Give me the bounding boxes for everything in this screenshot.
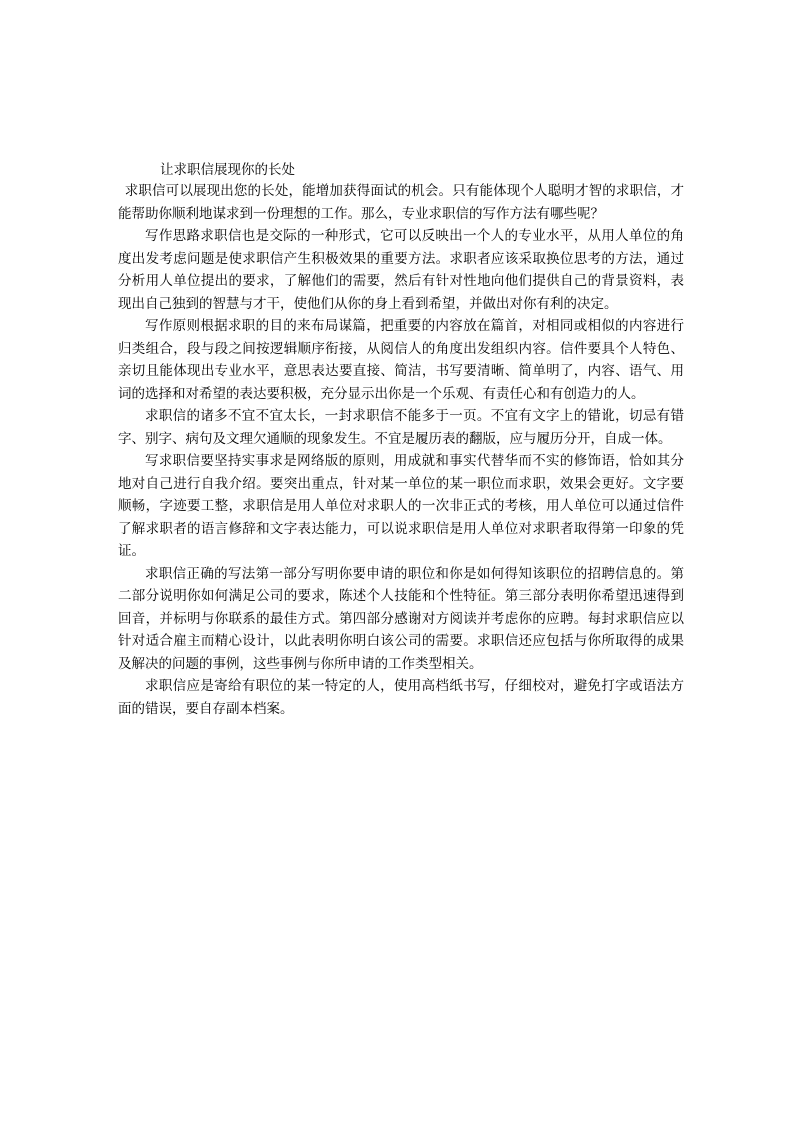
paragraph-correct-structure: 求职信正确的写法第一部分写明你要申请的职位和你是如何得知该职位的招聘信息的。第二部分说明你如何满足公司的要求，陈述个人技能和个性特征。第三部分表明你希望迅速得到回音，并标明与你联系的最佳方式。第四部分感谢对方阅读并考虑你的应聘。每封求职信应以针对适合雇主而精心设计，以此表明你明白该公司的需要。求职信还应包括与你所取得的成果及解决的问题的事例，这些事例与你所申请的工作类型相关。	[118, 565, 684, 672]
paragraph-writing-approach: 写作思路求职信也是交际的一种形式，它可以反映出一个人的专业水平，从用人单位的角度出发考虑问题是使求职信产生积极效果的重要方法。求职者应该采取换位思考的方法，通过分析用人单位提出的要求，了解他们的需要，然后有针对性地向他们提供自己的背景资料，表现出自己独到的智慧与才干，使他们从你的身上看到希望，并做出对你有利的决定。	[118, 228, 684, 312]
paragraph-final-notes: 求职信应是寄给有职位的某一特定的人，使用高档纸书写，仔细校对，避免打字或语法方面的错误，要自存副本档案。	[118, 678, 684, 717]
document-title: 让求职信展现你的长处	[160, 162, 295, 178]
paragraph-intro: 求职信可以展现出您的长处，能增加获得面试的机会。只有能体现个人聪明才智的求职信，才能帮助你顺利地谋求到一份理想的工作。那么，专业求职信的写作方法有哪些呢？	[118, 183, 684, 222]
paragraph-writing-principles: 写作原则根据求职的目的来布局谋篇，把重要的内容放在篇首，对相同或相似的内容进行归类组合，段与段之间按逻辑顺序衔接，从阅信人的角度出发组织内容。信件要具个人特色、亲切且能体现出专业水平，意思表达要直接、简洁，书写要清晰、简单明了，内容、语气、用词的选择和对希望的表达要积极，充分显示出你是一个乐观、有责任心和有创造力的人。	[118, 318, 684, 402]
paragraph-things-to-avoid: 求职信的诸多不宜不宜太长，一封求职信不能多于一页。不宜有文字上的错讹，切忌有错字、别字、病句及文理欠通顺的现象发生。不宜是履历表的翻版，应与履历分开，自成一体。	[118, 408, 684, 447]
document-body	[118, 160, 684, 720]
paragraph-truthfulness: 写求职信要坚持实事求是网络版的原则，用成就和事实代替华而不实的修饰语，恰如其分地对自己进行自我介绍。要突出重点，针对某一单位的某一职位而求职，效果会更好。文字要顺畅，字迹要工整，求职信是用人单位对求职人的一次非正式的考核，用人单位可以通过信件了解求职者的语言修辞和文字表达能力，可以说求职信是用人单位对求职者取得第一印象的凭证。	[118, 453, 684, 559]
